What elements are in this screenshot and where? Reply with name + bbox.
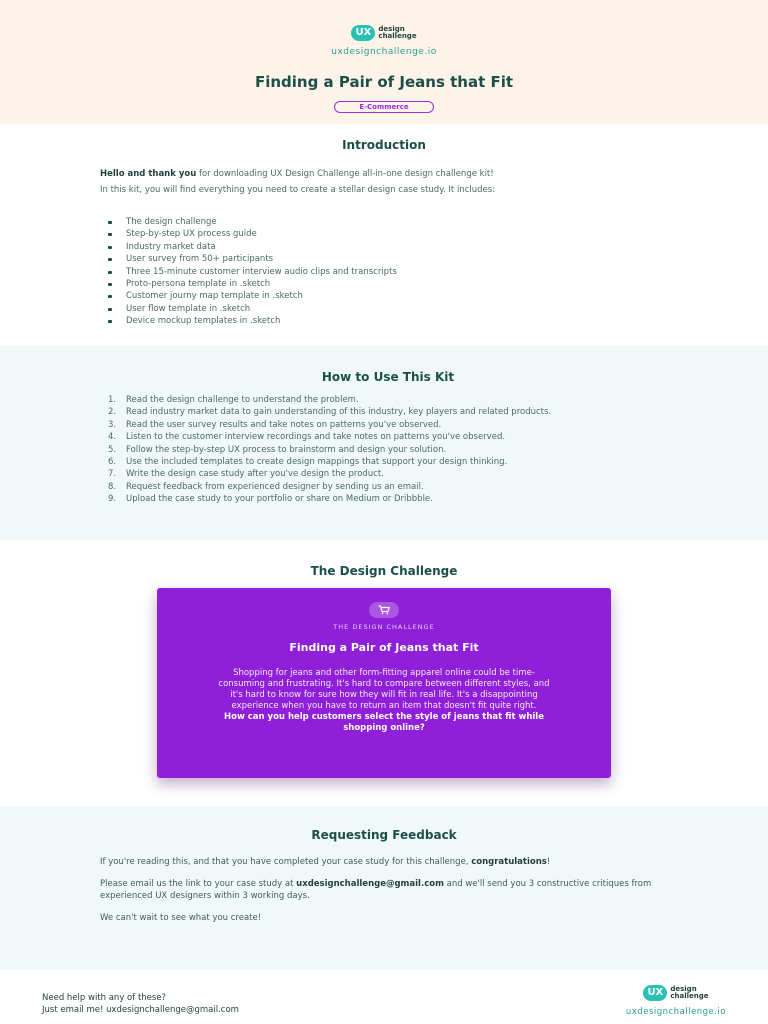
logo-wordmark [378, 26, 416, 40]
challenge-question: How can you help customers select the style of jeans that fit while shopping online? [224, 712, 544, 733]
list-item: User flow template in .sketch [108, 303, 668, 315]
step-text: Read industry market data to gain understanding of this industry, key players and related products. [126, 407, 552, 418]
step-number: 6. [108, 457, 117, 468]
how-to-use-heading: How to Use This Kit [321, 370, 455, 384]
list-item: Step-by-step UX process guide [108, 228, 668, 240]
footer-site-url[interactable]: uxdesignchallenge.io [625, 1007, 726, 1017]
step-number: 2. [108, 407, 117, 418]
step-text: Listen to the customer interview recordings and take notes on patterns you've observed. [126, 432, 506, 443]
footer-line-2[interactable]: Just email me! uxdesignchallenge@gmail.com [42, 1005, 239, 1015]
challenge-kicker: THE DESIGN CHALLENGE [333, 623, 435, 631]
requesting-feedback-section [0, 806, 768, 970]
list-item [108, 444, 668, 456]
list-item: The design challenge [108, 216, 668, 228]
feedback-p1-end: ! [546, 857, 551, 867]
logo-wordmark [670, 986, 708, 1000]
requesting-feedback-heading: Requesting Feedback [311, 828, 457, 842]
list-item [108, 406, 668, 418]
list-item [108, 394, 668, 406]
site-url[interactable]: uxdesignchallenge.io [331, 47, 437, 57]
footer-line-1: Need help with any of these? [42, 993, 167, 1003]
challenge-card [157, 588, 611, 778]
feedback-p1-text: If you're reading this, and that you have completed your case study for this challenge, [100, 857, 472, 867]
logo[interactable] [351, 25, 416, 41]
feedback-email-instructions [100, 878, 668, 902]
step-number: 9. [108, 494, 117, 505]
footer-logo[interactable] [643, 985, 708, 1001]
intro-greeting-bold: Hello and thank you [100, 169, 197, 179]
feedback-email-link[interactable]: uxdesignchallenge@gmail.com [296, 879, 444, 889]
step-text: Write the design case study after you've design the product. [126, 469, 384, 480]
category-tag[interactable]: E-Commerce [334, 101, 433, 113]
intro-greeting-rest: for downloading UX Design Challenge all-in-one design challenge kit! [196, 169, 494, 179]
list-item [108, 456, 668, 468]
introduction-section [0, 124, 768, 346]
logo-line-2: challenge [670, 992, 709, 1000]
kit-contents-list [100, 216, 668, 328]
logo-line-1: design [378, 25, 405, 33]
step-text: Read the user survey results and take notes on patterns you've observed. [126, 419, 442, 430]
feedback-congrats [100, 856, 668, 868]
page-header [0, 0, 768, 124]
list-item: Customer journy map template in .sketch [108, 290, 668, 302]
feedback-closing: We can't wait to see what you create! [100, 913, 262, 923]
step-number: 7. [108, 469, 117, 480]
page-footer [0, 970, 768, 1024]
step-number: 3. [108, 419, 117, 430]
footer-help-text [42, 992, 726, 1016]
list-item [108, 431, 668, 443]
step-text: Read the design challenge to understand the problem. [126, 395, 359, 405]
logo-line-2: challenge [378, 32, 417, 40]
challenge-body-text: Shopping for jeans and other form-fitting apparel online could be time-consuming and frustrating. It's hard to compare between different styles, and it's hard to know for sure how they will fit in real life. It's a disappointing experience when you have to return an item that doesn't fit quite right. [218, 668, 550, 711]
step-text: Request feedback from experienced designer by sending us an email. [126, 481, 424, 492]
footer-brand [626, 980, 726, 1017]
logo-line-1: design [670, 985, 697, 993]
introduction-heading: Introduction [342, 138, 426, 152]
list-item [108, 493, 668, 505]
cart-icon [378, 605, 390, 615]
logo-badge: UX [351, 25, 375, 41]
list-item [108, 481, 668, 493]
step-number: 4. [108, 432, 117, 443]
list-item [108, 419, 668, 431]
intro-description: In this kit, you will find everything you need to create a stellar design case study. It includes: [100, 185, 496, 195]
feedback-p2-end: and we'll send you 3 constructive critiques from experienced UX designers within 3 working days. [100, 879, 652, 901]
logo-badge: UX [643, 985, 667, 1001]
cart-badge [369, 602, 399, 618]
design-challenge-section [0, 540, 768, 806]
list-item: Proto-persona template in .sketch [108, 278, 668, 290]
challenge-title: Finding a Pair of Jeans that Fit [289, 641, 479, 654]
list-item: Device mockup templates in .sketch [108, 315, 668, 327]
intro-greeting [100, 166, 668, 182]
step-text: Use the included templates to create design mappings that support your design thinking. [126, 457, 508, 468]
list-item: User survey from 50+ participants [108, 253, 668, 265]
page-title: Finding a Pair of Jeans that Fit [254, 73, 514, 91]
step-number: 5. [108, 444, 117, 455]
step-number: 1. [108, 395, 117, 405]
list-item: Industry market data [108, 241, 668, 253]
step-text: Follow the step-by-step UX process to brainstorm and design your solution. [126, 444, 447, 455]
design-challenge-heading: The Design Challenge [310, 564, 458, 578]
step-text: Upload the case study to your portfolio or share on Medium or Dribbble. [126, 494, 433, 505]
how-to-use-section [0, 346, 768, 540]
step-number: 8. [108, 481, 117, 492]
feedback-p2-text: Please email us the link to your case study at [100, 879, 297, 889]
feedback-p1-bold: congratulations [471, 857, 547, 867]
list-item: Three 15-minute customer interview audio clips and transcripts [108, 266, 668, 278]
list-item [108, 468, 668, 480]
steps-list [108, 394, 668, 506]
challenge-description [214, 668, 554, 734]
